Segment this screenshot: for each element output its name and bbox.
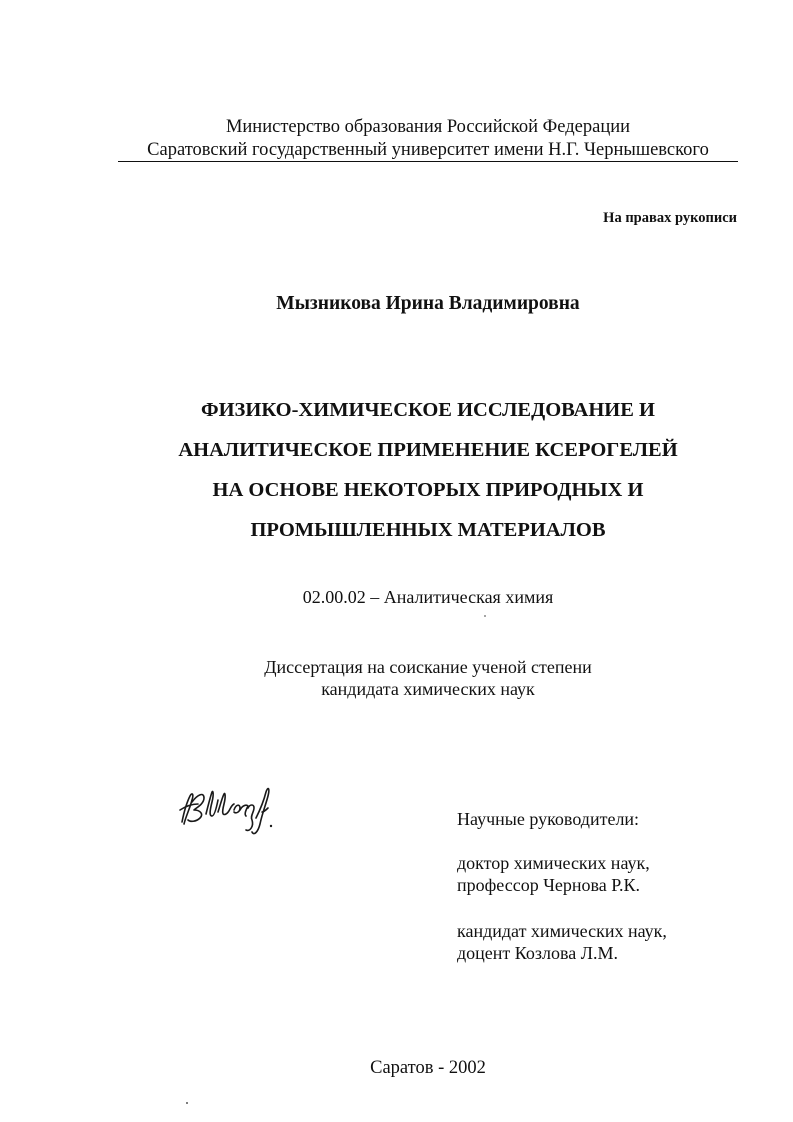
title-line: ПРОМЫШЛЕННЫХ МАТЕРИАЛОВ bbox=[250, 519, 606, 541]
advisor-1-name: профессор Чернова Р.К. bbox=[457, 875, 641, 895]
signature-image bbox=[176, 782, 276, 840]
title-line: ФИЗИКО-ХИМИЧЕСКОЕ ИССЛЕДОВАНИЕ И bbox=[201, 399, 655, 421]
advisor-1-degree: доктор химических наук, bbox=[457, 853, 650, 873]
university-name: Саратовский государственный университет имени Н.Г. Чернышевского bbox=[147, 140, 709, 160]
scan-speck bbox=[484, 615, 486, 617]
city-year: Саратов - 2002 bbox=[370, 1058, 486, 1078]
title-line: АНАЛИТИЧЕСКОЕ ПРИМЕНЕНИЕ КСЕРОГЕЛЕЙ bbox=[178, 439, 678, 461]
degree-line: кандидата химических наук bbox=[321, 679, 535, 699]
degree-line: Диссертация на соискание ученой степени bbox=[264, 657, 592, 677]
title-line: НА ОСНОВЕ НЕКОТОРЫХ ПРИРОДНЫХ И bbox=[212, 479, 644, 501]
scan-speck bbox=[186, 1102, 188, 1104]
manuscript-note: На правах рукописи bbox=[603, 210, 737, 226]
advisor-2-name: доцент Козлова Л.М. bbox=[457, 943, 618, 963]
degree-statement bbox=[0, 656, 793, 700]
author-name: Мызникова Ирина Владимировна bbox=[276, 293, 580, 314]
ministry-name: Министерство образования Российской Федерации bbox=[225, 117, 631, 137]
header-rule bbox=[118, 161, 738, 162]
advisor-2-degree: кандидат химических наук, bbox=[457, 921, 667, 941]
scientific-advisors bbox=[457, 808, 667, 964]
dissertation-title bbox=[0, 390, 793, 550]
specialty-code: 02.00.02 – Аналитическая химия bbox=[302, 587, 554, 607]
advisors-heading: Научные руководители: bbox=[457, 809, 640, 829]
